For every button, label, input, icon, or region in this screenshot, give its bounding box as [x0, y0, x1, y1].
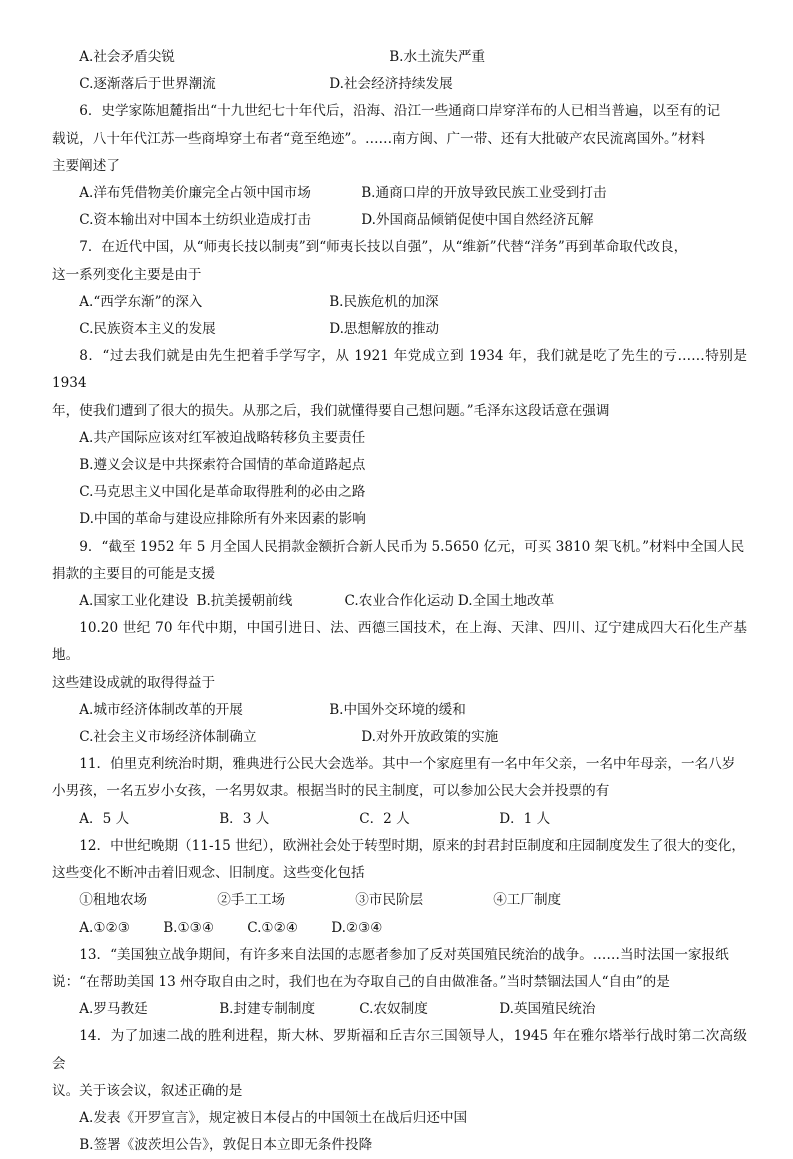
option-b: B.水土流失严重 — [389, 49, 486, 65]
question-10 — [52, 615, 747, 751]
options-row — [52, 71, 747, 98]
question-stem: 10.20 世纪 70 年代中期，中国引进日、法、西德三国技术，在上海、天津、四川、辽宁建成四大石化生产基地。 — [52, 620, 747, 664]
option-b: B.民族危机的加深 — [329, 293, 439, 310]
option-c: C．2 人 — [359, 810, 410, 827]
option-d: D.全国土地改革 — [457, 593, 555, 610]
option-a: A.国家工业化建设 — [79, 593, 189, 610]
question-stem-continued: 议。关于该会议，叙述正确的是 — [52, 1082, 243, 1099]
option-b: B.①③④ — [163, 919, 215, 936]
question-5 — [52, 44, 747, 98]
question-stem-continued: 年，使我们遭到了很大的损失。从那之后，我们就懂得要自己想问题。”毛泽东这段话意在强调 — [52, 402, 610, 419]
question-11 — [52, 751, 747, 833]
option-a: A.发表《开罗宣言》，规定被日本侵占的中国领土在战后归还中国 — [79, 1109, 468, 1126]
question-12 — [52, 833, 747, 942]
question-9 — [52, 534, 747, 616]
option-d: D.外国商品倾销促使中国自然经济瓦解 — [361, 212, 594, 229]
option-a: A.“西学东渐”的深入 — [79, 293, 203, 310]
question-stem-continued: 说：“在帮助美国 13 州夺取自由之时，我们也在为夺取自己的自由做准备。”当时禁锢法国人“自由”的是 — [52, 973, 670, 990]
question-stem-continued: 小男孩，一名五岁小女孩，一名男奴隶。根据当时的民主制度，可以参加公民大会并投票的有 — [52, 783, 610, 800]
option-c: C.社会主义市场经济体制确立 — [79, 729, 257, 746]
options-row — [52, 806, 747, 833]
question-stem-continued: 这一系列变化主要是由于 — [52, 266, 202, 283]
option-a: A.洋布凭借物美价廉完全占领中国市场 — [79, 185, 311, 202]
option-c: C.马克思主义中国化是革命取得胜利的必由之路 — [79, 484, 366, 501]
question-stem-continued: 这些建设成就的取得得益于 — [52, 674, 216, 691]
question-stem-continued: 载说，八十年代江苏一些商埠穿土布者“竟至绝迹”。……南方闽、广一带、还有大批破产农民流离国外。”材料 — [52, 130, 705, 147]
options-row — [52, 180, 747, 207]
question-7 — [52, 234, 747, 343]
options-row — [52, 289, 747, 316]
question-stem: 12．中世纪晚期（11-15 世纪），欧洲社会处于转型时期，原来的封君封臣制度和庄园制度发生了很大的变化， — [79, 837, 745, 854]
option-d: D.对外开放政策的实施 — [361, 729, 499, 746]
question-stem: 7．在近代中国，从“师夷长技以制夷”到“师夷长技以自强”，从“维新”代替“洋务”再到革命取代改良， — [79, 239, 688, 256]
option-c: C.逐渐落后于世界潮流 — [79, 76, 216, 93]
option-c: C.资本输出对中国本土纺织业造成打击 — [79, 212, 311, 229]
option-a: A.城市经济体制改革的开展 — [79, 701, 243, 718]
question-stem: 9．“截至 1952 年 5 月全国人民捐款金额折合新人民币为 5.5650 亿元，可买 3810 架飞机。”材料中全国人民 — [79, 538, 745, 555]
question-stem-continued: 这些变化不断冲击着旧观念、旧制度。这些变化包括 — [52, 865, 365, 882]
question-stem: 8．“过去我们就是由先生把着手学写字，从 1921 年党成立到 1934 年，我们就是吃了先生的亏……特别是 1934 — [52, 348, 747, 392]
option-d: D.社会经济持续发展 — [329, 76, 453, 93]
options-row — [52, 316, 747, 343]
option-a: A.社会矛盾尖锐 — [79, 49, 175, 65]
option-a: A．5 人 — [79, 810, 130, 827]
options-row — [52, 915, 747, 942]
option-b: B．3 人 — [219, 810, 270, 827]
question-14 — [52, 1023, 747, 1159]
option-c: C.农奴制度 — [359, 1001, 428, 1018]
option-b: B.签署《波茨坦公告》，敦促日本立即无条件投降 — [79, 1137, 373, 1154]
question-stem: 14．为了加速二战的胜利进程，斯大林、罗斯福和丘吉尔三国领导人，1945 年在雅尔塔举行战时第二次高级会 — [52, 1028, 747, 1072]
option-a: A.①②③ — [79, 919, 130, 936]
option-b: B.封建专制制度 — [219, 1001, 316, 1018]
option-d: D.②③④ — [331, 919, 383, 936]
option-d: D．1 人 — [499, 810, 551, 827]
question-stem-continued: 捐款的主要目的可能是支援 — [52, 565, 216, 582]
options-row — [52, 996, 747, 1023]
options-row — [52, 44, 747, 71]
question-stem: 13．“美国独立战争期间，有许多来自法国的志愿者参加了反对英国殖民统治的战争。……当时法国一家报纸 — [79, 946, 729, 963]
question-stem: 6．史学家陈旭麓指出“十九世纪七十年代后，沿海、沿江一些通商口岸穿洋布的人已相当普遍，以至有的记 — [79, 103, 721, 120]
statement-item: ④工厂制度 — [493, 892, 562, 909]
question-stem-continued: 主要阐述了 — [52, 157, 120, 174]
question-13 — [52, 942, 747, 1024]
question-6 — [52, 98, 747, 234]
statement-item: ①租地农场 — [79, 892, 148, 909]
options-row — [52, 724, 747, 751]
option-c: C.①②④ — [247, 919, 298, 936]
option-a: A.共产国际应该对红军被迫战略转移负主要责任 — [79, 429, 366, 446]
options-row — [52, 588, 747, 615]
option-d: D.思想解放的推动 — [329, 321, 440, 338]
option-b: B.抗美援朝前线 — [196, 593, 293, 610]
statement-item: ③市民阶层 — [355, 892, 424, 909]
option-c: C.农业合作化运动 — [344, 593, 454, 610]
statement-items — [52, 887, 747, 914]
option-b: B.通商口岸的开放导致民族工业受到打击 — [361, 185, 607, 202]
option-a: A.罗马教廷 — [79, 1001, 148, 1018]
option-d: D.英国殖民统治 — [499, 1001, 596, 1018]
option-b: B.中国外交环境的缓和 — [329, 701, 466, 718]
question-stem: 11．伯里克利统治时期，雅典进行公民大会选举。其中一个家庭里有一名中年父亲，一名中年母亲，一名八岁 — [79, 756, 736, 773]
option-d: D.中国的革命与建设应排除所有外来因素的影响 — [79, 511, 366, 528]
question-8 — [52, 343, 747, 533]
options-row — [52, 207, 747, 234]
option-b: B.遵义会议是中共探索符合国情的革命道路起点 — [79, 457, 366, 474]
statement-item: ②手工工场 — [217, 892, 286, 909]
options-row — [52, 697, 747, 724]
option-c: C.民族资本主义的发展 — [79, 321, 216, 338]
